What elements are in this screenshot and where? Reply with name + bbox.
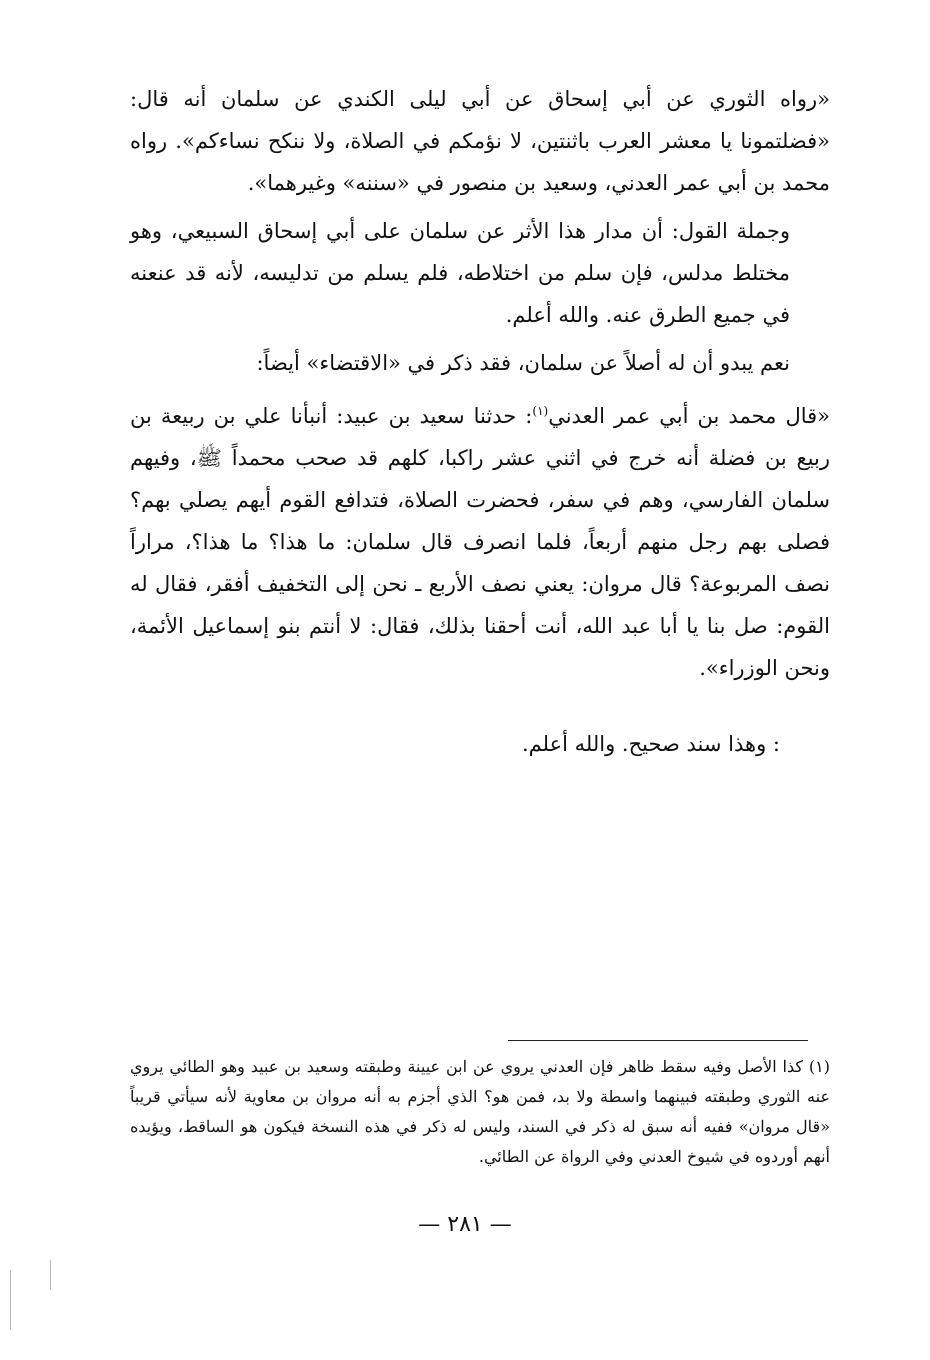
paragraph-summary: وجملة القول: أن مدار هذا الأثر عن سلمان على أبي إسحاق السبيعي، وهو مختلط مدلس، فإن سلم من اختلاطه، فلم يسلم من تدليسه، لأنه قد عنعنه في جميع الطرق عنه. والله أعلم. bbox=[130, 219, 790, 327]
scan-margin-mark bbox=[10, 1270, 11, 1330]
footnote-divider bbox=[508, 1040, 808, 1041]
paragraph-quote-thawri: «رواه الثوري عن أبي إسحاق عن أبي ليلى الكندي عن سلمان أنه قال: «فضلتمونا يا معشر العرب باثنتين، لا نؤمكم في الصلاة، ولا ننكح نساءكم». رواه محمد بن أبي عمر العدني، وسعيد بن منصور في «سننه» وغيرهما». bbox=[130, 87, 830, 195]
footnote-text: (١) كذا الأصل وفيه سقط ظاهر فإن العدني يروي عن ابن عيينة وطبقته وسعيد بن عبيد وهو الطائي يروي عنه الثوري وطبقته فبينهما واسطة ولا بد، فمن هو؟ الذي أجزم به أنه مروان بن معاوية لأنه سيأتي قريباً «قال مروان» ففيه أنه سبق له ذكر في السند، وليس له ذكر في هذه النسخة فيكون هو الساقط، ويؤيده أنهم أوردوه في شيوخ العدني وفي الرواة عن الطائي. bbox=[130, 1057, 831, 1166]
paragraph-iqtida: نعم يبدو أن له أصلاً عن سلمان، فقد ذكر في «الاقتضاء» أيضاً: bbox=[256, 351, 790, 375]
paragraph-adani-narration bbox=[130, 390, 830, 689]
narration-body: : حدثنا سعيد بن عبيد: أنبأنا علي بن ربيعة بن ربيع بن فضلة أنه خرج في اثني عشر راكبا، كلهم قد صحب محمداً ﷺ، وفيهم سلمان الفارسي، وهم في سفر، فحضرت الصلاة، فتدافع القوم أيهم يصلي بهم؟ فصلى بهم رجل منهم أربعاً، فلما انصرف قال سلمان: ما هذا؟ ما هذا؟، مراراً نصف المربوعة؟ قال مروان: يعني نصف الأربع ـ نحن إلى التخفيف أفقر، فقال له القوم: صل بنا يا أبا عبد الله، أنت أحقنا بذلك، فقال: لا أنتم بنو إسماعيل الأئمة، ونحن الوزراء». bbox=[130, 404, 830, 680]
main-text-block bbox=[130, 78, 830, 771]
narration-opening: «قال محمد بن أبي عمر العدني bbox=[548, 404, 830, 428]
footnote-reference: (١) bbox=[532, 404, 549, 418]
page-number: — ٢٨١ — bbox=[418, 1212, 512, 1237]
scan-margin-mark bbox=[50, 1260, 51, 1290]
paragraph-conclusion: : وهذا سند صحيح. والله أعلم. bbox=[522, 732, 780, 756]
